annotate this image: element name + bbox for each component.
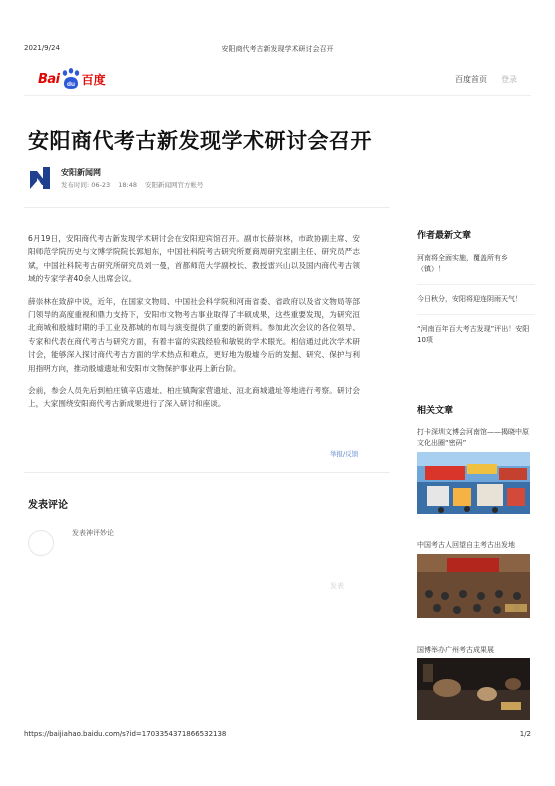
latest-item[interactable]: “河南百年百大考古发现”评出！安阳10项: [417, 325, 530, 344]
author-name[interactable]: 安阳新闻网: [61, 168, 101, 177]
latest-item[interactable]: 今日秋分，安阳将迎连阴雨天气！: [417, 294, 535, 315]
latest-title: 作者最新文章: [417, 231, 472, 241]
account-label: 安阳新闻网官方帐号: [145, 181, 204, 189]
latest-item[interactable]: 河南将全面实施，覆盖所有乡（镇）！: [417, 253, 535, 285]
header-divider: [24, 207, 390, 208]
print-footer: [24, 730, 531, 742]
print-header: [24, 44, 531, 56]
author-meta: [61, 180, 210, 189]
paragraph: 薛崇林在致辞中说，近年，在国家文物局、中国社会科学院和河南省委、省政府以及省文物局等部门领导的高度重视和鼎力支持下，安阳市文物考古事业取得了丰硕成果，这些重要发现，为研究洹北商城和殷墟时期的手工业及都城的布局与演变提供了重要的新资料。参加此次会议的各位领导、专家和代表在商代考古与研究方面，有着丰富的实践经验和敏锐的学术眼光。相信通过此次学术研讨会，能够深入探讨商代考古方面的学术热点和难点，更好地为殷墟今后的发掘、研究、保护与利用指明方向，推动殷墟遗址和安阳市文物保护事业再上新台阶。: [28, 296, 360, 373]
related-item-title[interactable]: 打卡深圳文博会河南馆——揭晓中原文化出圈“密码”: [417, 428, 529, 447]
comment-submit-button[interactable]: 发表: [330, 582, 344, 590]
related-image-expo[interactable]: [417, 452, 530, 514]
latest-list: [417, 253, 535, 355]
related-item-title[interactable]: 国博举办广州考古成果展: [417, 646, 494, 654]
baidu-logo[interactable]: [38, 68, 106, 90]
avatar: [28, 530, 54, 556]
related-title: 相关文章: [417, 406, 454, 416]
paragraph: 6月19日，安阳商代考古新发现学术研讨会在安阳迎宾馆召开。副市长薛崇林，市政协副主席、安阳师范学院历史与文博学院院长郭旭东，中国社科院考古研究所夏商周研究室副主任、研究员严志斌，中国社科院考古研究所研究员刘一曼，首都师范大学副校长、教授雷兴山以及国内商代考古领域的专家学者40余人出席会议。: [28, 234, 360, 284]
logo-baidu-text: 百度: [81, 72, 106, 87]
page-url: https://baijiahao.baidu.com/s?id=1703354371866532138: [24, 730, 227, 738]
print-title: 安阳商代考古新发现学术研讨会召开: [221, 45, 334, 53]
publish-date: 发布时间: 06-23: [61, 181, 111, 189]
article-body: [28, 232, 360, 420]
body-divider: [24, 472, 390, 473]
logo-bai-text: Bai: [38, 71, 60, 87]
anyang-news-logo-icon[interactable]: [28, 165, 52, 191]
paragraph: 会前，参会人员先后到柏庄镇辛店遗址、柏庄镇陶家营遗址、洹北商城遗址等地进行考察。研讨会上，大家围绕安阳商代考古新成果进行了深入研讨和座谈。: [28, 386, 360, 409]
related-item-title[interactable]: 中国考古人回望自主考古出发地: [417, 541, 515, 549]
top-nav: [455, 74, 517, 85]
related-image-conference[interactable]: [417, 554, 530, 618]
print-date: 2021/9/24: [24, 44, 60, 52]
topbar-divider: [24, 95, 531, 96]
nav-home-link[interactable]: 百度首页: [455, 75, 487, 84]
top-bar: [24, 66, 531, 94]
nav-login-link[interactable]: 登录: [501, 75, 517, 84]
paw-icon: [61, 68, 81, 90]
comments-title: 发表评论: [28, 500, 68, 511]
report-feedback-link[interactable]: 举报/反馈: [330, 450, 359, 458]
comment-input[interactable]: 发表神评妙论: [72, 529, 114, 537]
logo-du-text: du: [66, 81, 75, 88]
publish-time: 18:48: [118, 181, 137, 189]
article-title: 安阳商代考古新发现学术研讨会召开: [28, 129, 372, 153]
author-latest-section: [417, 228, 535, 364]
related-image-exhibit[interactable]: [417, 658, 530, 720]
page-number: 1/2: [519, 730, 531, 738]
